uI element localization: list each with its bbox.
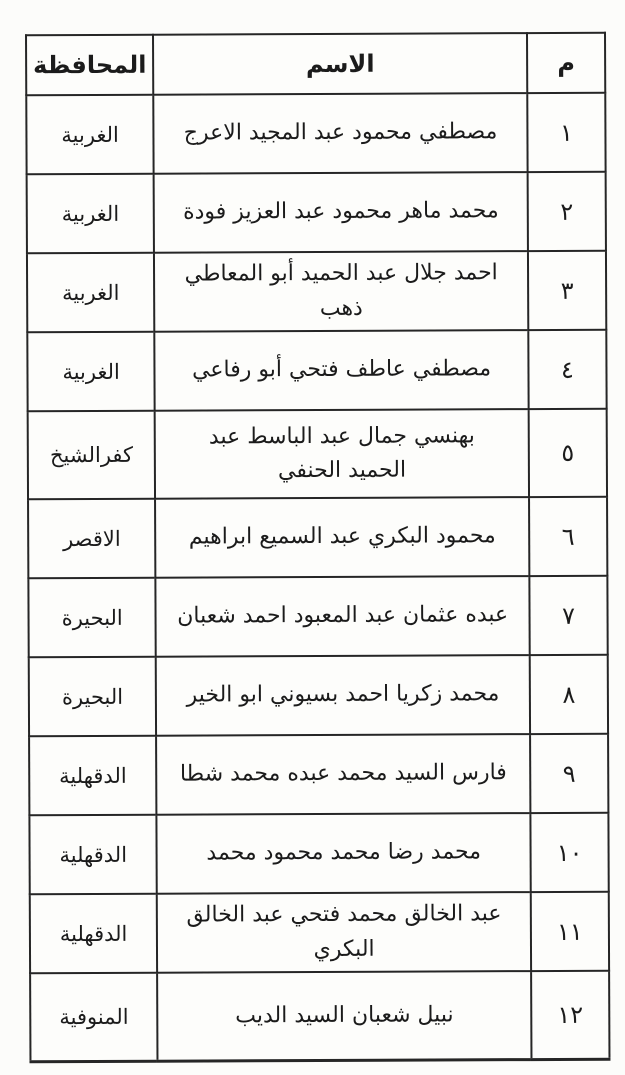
header-name: الاسم xyxy=(153,33,527,95)
cell-number: ٥ xyxy=(529,409,607,497)
person-name: مصطفي عاطف فتحي أبو رفاعي xyxy=(192,356,492,383)
cell-name xyxy=(155,409,529,499)
cell-governorate: الغربية xyxy=(27,332,155,412)
cell-number: ٨ xyxy=(530,655,608,734)
person-name: مصطفي محمود عبد المجيد الاعرج xyxy=(183,119,498,147)
person-name: احمد جلال عبد الحميد أبو المعاطي ذهب xyxy=(184,260,498,321)
cell-number: ١ xyxy=(527,93,605,172)
cell-name xyxy=(154,93,528,174)
cell-number: ١١ xyxy=(531,892,609,971)
roster-table xyxy=(25,32,610,1063)
cell-governorate: الاقصر xyxy=(28,499,156,579)
table-row xyxy=(26,93,605,175)
person-name: بهنسي جمال عبد الباسط عبد الحميد الحنفي xyxy=(208,423,475,484)
cell-governorate: البحيرة xyxy=(29,657,157,737)
cell-governorate: المنوفية xyxy=(30,973,158,1062)
person-name: محمد ماهر محمود عبد العزيز فودة xyxy=(183,198,499,226)
person-name: فارس السيد محمد عبده محمد شطا xyxy=(179,760,507,788)
header-row xyxy=(26,33,605,96)
table-row xyxy=(27,330,606,412)
table-row xyxy=(28,576,607,658)
cell-governorate: الغربية xyxy=(26,95,154,175)
table-row xyxy=(27,251,606,333)
cell-governorate: الدقهلية xyxy=(29,815,157,895)
table-row xyxy=(29,734,608,816)
cell-name xyxy=(156,655,530,736)
cell-name xyxy=(157,971,531,1061)
cell-number: ٩ xyxy=(530,734,608,813)
cell-name xyxy=(155,497,529,578)
cell-governorate: البحيرة xyxy=(28,578,156,658)
table-row xyxy=(30,971,609,1062)
cell-governorate: الغربية xyxy=(27,174,155,254)
cell-name xyxy=(154,251,528,332)
person-name: نبيل شعبان السيد الديب xyxy=(235,1002,454,1029)
person-name: عبده عثمان عبد المعبود احمد شعبان xyxy=(177,602,509,630)
table-row xyxy=(30,892,609,974)
cell-name xyxy=(154,172,528,253)
table-row xyxy=(29,813,608,895)
table-row xyxy=(28,409,607,500)
cell-number: ١٢ xyxy=(531,971,609,1059)
cell-name xyxy=(156,576,530,657)
person-name: عبد الخالق محمد فتحي عبد الخالق البكري xyxy=(186,901,502,962)
table-header xyxy=(26,33,605,96)
person-name: محمد رضا محمد محمود محمد xyxy=(206,839,482,866)
person-name: محمد زكريا احمد بسيوني ابو الخير xyxy=(186,681,500,709)
cell-number: ٤ xyxy=(528,330,606,409)
table-body xyxy=(26,93,609,1062)
cell-governorate: الدقهلية xyxy=(30,894,158,974)
table-row xyxy=(28,497,607,579)
cell-name xyxy=(155,330,529,411)
header-governorate: المحافظة xyxy=(26,35,154,96)
cell-name xyxy=(157,892,531,973)
cell-number: ٢ xyxy=(528,172,606,251)
cell-name xyxy=(157,813,531,894)
table-row xyxy=(29,655,608,737)
cell-governorate: الغربية xyxy=(27,253,155,333)
cell-number: ٧ xyxy=(529,576,607,655)
cell-governorate: كفرالشيخ xyxy=(28,411,156,500)
person-name: محمود البكري عبد السميع ابراهيم xyxy=(188,523,496,551)
cell-number: ٣ xyxy=(528,251,606,330)
cell-governorate: الدقهلية xyxy=(29,736,157,816)
table-row xyxy=(27,172,606,254)
cell-number: ٦ xyxy=(529,497,607,576)
header-number: م xyxy=(527,33,605,93)
cell-name xyxy=(156,734,530,815)
cell-number: ١٠ xyxy=(530,813,608,892)
